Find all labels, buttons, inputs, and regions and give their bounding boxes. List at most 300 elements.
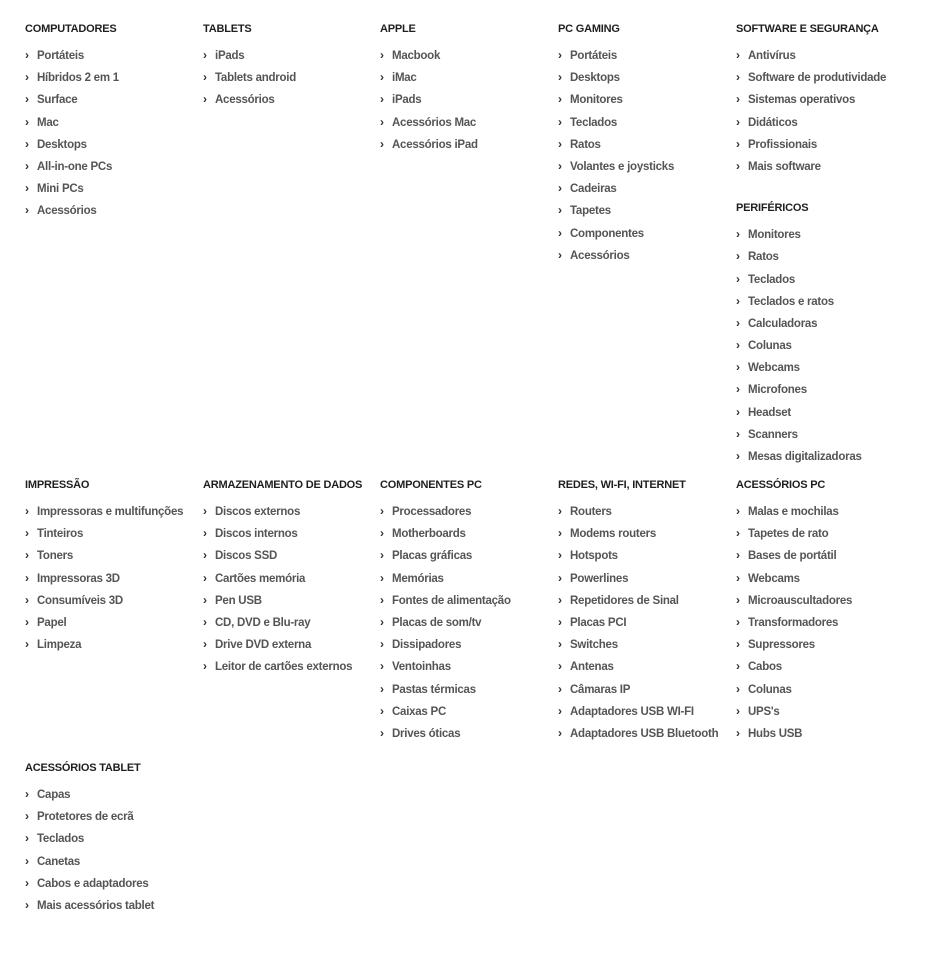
menu-section-apple: [380, 22, 558, 158]
menu-link[interactable]: [380, 503, 558, 525]
menu-link-label: Microauscultadores: [748, 594, 853, 607]
menu-link-label: Fontes de alimentação: [392, 594, 511, 607]
chevron-right-icon: ›: [558, 637, 562, 652]
menu-link[interactable]: [558, 158, 736, 180]
menu-link[interactable]: [25, 547, 203, 569]
menu-link-label: Scanners: [748, 428, 798, 441]
menu-link-label: Canetas: [37, 855, 80, 868]
menu-link[interactable]: [25, 69, 203, 91]
chevron-right-icon: ›: [736, 637, 740, 652]
chevron-right-icon: ›: [558, 181, 562, 196]
chevron-right-icon: ›: [558, 203, 562, 218]
menu-section-computadores: [25, 22, 203, 225]
chevron-right-icon: ›: [203, 92, 207, 107]
chevron-right-icon: ›: [736, 360, 740, 375]
chevron-right-icon: ›: [736, 114, 740, 129]
chevron-right-icon: ›: [736, 158, 740, 173]
menu-link[interactable]: [203, 636, 381, 658]
menu-link[interactable]: [558, 570, 736, 592]
menu-link[interactable]: [380, 525, 558, 547]
menu-link-label: Teclados: [570, 116, 617, 129]
chevron-right-icon: ›: [25, 181, 29, 196]
chevron-right-icon: ›: [558, 247, 562, 262]
section-heading[interactable]: REDES, WI-FI, INTERNET: [558, 479, 686, 491]
chevron-right-icon: ›: [558, 570, 562, 585]
menu-link[interactable]: [25, 592, 203, 614]
menu-link[interactable]: [380, 725, 558, 747]
menu-link[interactable]: [736, 525, 914, 547]
menu-link-label: Cabos e adaptadores: [37, 877, 149, 890]
section-heading[interactable]: COMPONENTES PC: [380, 479, 482, 491]
menu-link[interactable]: [380, 91, 558, 113]
menu-link-label: Pen USB: [215, 594, 262, 607]
chevron-right-icon: ›: [558, 614, 562, 629]
chevron-right-icon: ›: [736, 227, 740, 242]
menu-link-label: Impressoras 3D: [37, 572, 120, 585]
section-links: [736, 226, 914, 470]
menu-link[interactable]: [736, 592, 914, 614]
chevron-right-icon: ›: [203, 70, 207, 85]
menu-link-label: Protetores de ecrã: [37, 811, 134, 824]
menu-link-label: Monitores: [570, 94, 623, 107]
chevron-right-icon: ›: [736, 703, 740, 718]
chevron-right-icon: ›: [380, 114, 384, 129]
section-heading[interactable]: SOFTWARE E SEGURANÇA: [736, 23, 879, 35]
menu-link[interactable]: [736, 226, 914, 248]
section-heading[interactable]: APPLE: [380, 23, 416, 35]
chevron-right-icon: ›: [380, 637, 384, 652]
chevron-right-icon: ›: [25, 831, 29, 846]
menu-link[interactable]: [203, 525, 381, 547]
chevron-right-icon: ›: [25, 853, 29, 868]
chevron-right-icon: ›: [736, 548, 740, 563]
menu-link[interactable]: [25, 897, 203, 919]
menu-section-tablets: [203, 22, 381, 114]
menu-link-label: Hubs USB: [748, 727, 803, 740]
chevron-right-icon: ›: [736, 271, 740, 286]
menu-link[interactable]: [558, 658, 736, 680]
chevron-right-icon: ›: [736, 382, 740, 397]
chevron-right-icon: ›: [558, 158, 562, 173]
menu-link[interactable]: [558, 547, 736, 569]
menu-link-label: Cartões memória: [215, 572, 306, 585]
menu-link[interactable]: [736, 359, 914, 381]
menu-section-componentes-pc: [380, 478, 558, 747]
chevron-right-icon: ›: [203, 526, 207, 541]
menu-link-label: Adaptadores USB Bluetooth: [570, 727, 719, 740]
section-heading[interactable]: IMPRESSÃO: [25, 479, 90, 491]
menu-link-label: Antivírus: [748, 50, 796, 62]
chevron-right-icon: ›: [736, 293, 740, 308]
chevron-right-icon: ›: [25, 70, 29, 85]
menu-link[interactable]: [203, 91, 381, 113]
menu-section-armazenamento-de-dados: [203, 478, 381, 681]
menu-link[interactable]: [558, 91, 736, 113]
menu-link[interactable]: [558, 225, 736, 247]
chevron-right-icon: ›: [736, 449, 740, 463]
section-links: [25, 786, 203, 919]
menu-link[interactable]: [25, 47, 203, 69]
menu-link-label: Mais software: [748, 160, 821, 173]
chevron-right-icon: ›: [380, 70, 384, 85]
menu-link-label: Discos externos: [215, 506, 301, 518]
chevron-right-icon: ›: [736, 426, 740, 441]
chevron-right-icon: ›: [736, 249, 740, 264]
menu-link[interactable]: [558, 681, 736, 703]
menu-link[interactable]: [736, 703, 914, 725]
menu-link[interactable]: [25, 202, 203, 224]
section-links: [736, 503, 914, 747]
menu-link[interactable]: [380, 114, 558, 136]
menu-link[interactable]: [558, 69, 736, 91]
menu-link-label: Câmaras IP: [570, 683, 631, 696]
menu-link-label: Impressoras e multifunções: [37, 506, 184, 518]
section-heading[interactable]: ACESSÓRIOS PC: [736, 479, 826, 491]
menu-link-label: Ratos: [570, 138, 601, 151]
chevron-right-icon: ›: [558, 703, 562, 718]
menu-link[interactable]: [380, 681, 558, 703]
section-heading[interactable]: ARMAZENAMENTO DE DADOS: [203, 479, 363, 491]
menu-link[interactable]: [380, 636, 558, 658]
menu-link-label: Repetidores de Sinal: [570, 594, 679, 607]
menu-link-label: Acessórios Mac: [392, 116, 477, 129]
menu-link[interactable]: [558, 136, 736, 158]
chevron-right-icon: ›: [380, 136, 384, 151]
menu-link[interactable]: [736, 614, 914, 636]
menu-link-label: UPS's: [748, 705, 780, 718]
chevron-right-icon: ›: [203, 48, 207, 62]
menu-link[interactable]: [558, 503, 736, 525]
chevron-right-icon: ›: [25, 48, 29, 62]
menu-link[interactable]: [203, 592, 381, 614]
menu-link-label: Bases de portátil: [748, 550, 837, 563]
chevron-right-icon: ›: [558, 659, 562, 674]
menu-link[interactable]: [736, 547, 914, 569]
chevron-right-icon: ›: [558, 526, 562, 541]
chevron-right-icon: ›: [558, 70, 562, 85]
chevron-right-icon: ›: [380, 48, 384, 62]
chevron-right-icon: ›: [203, 548, 207, 563]
menu-link-label: Discos internos: [215, 528, 298, 541]
menu-link-label: Powerlines: [570, 572, 629, 585]
menu-link[interactable]: [380, 703, 558, 725]
chevron-right-icon: ›: [558, 725, 562, 740]
menu-column: [380, 22, 558, 158]
chevron-right-icon: ›: [558, 92, 562, 107]
section-links: [736, 47, 914, 180]
menu-link-label: Monitores: [748, 229, 801, 242]
chevron-right-icon: ›: [380, 570, 384, 585]
chevron-right-icon: ›: [736, 92, 740, 107]
menu-link-label: Cabos: [748, 661, 782, 674]
chevron-right-icon: ›: [380, 725, 384, 740]
chevron-right-icon: ›: [736, 725, 740, 740]
menu-link[interactable]: [203, 69, 381, 91]
menu-link[interactable]: [736, 315, 914, 337]
menu-link[interactable]: [736, 426, 914, 448]
menu-link-label: Toners: [37, 550, 73, 563]
menu-link-label: Ratos: [748, 251, 779, 264]
section-links: [25, 47, 203, 225]
menu-link-label: Memórias: [392, 572, 444, 585]
menu-link-label: Colunas: [748, 683, 792, 696]
menu-link-label: Teclados: [37, 833, 84, 846]
menu-link-label: Malas e mochilas: [748, 506, 839, 518]
menu-section-acessorios-tablet: [25, 761, 203, 919]
menu-link[interactable]: [736, 337, 914, 359]
chevron-right-icon: ›: [558, 504, 562, 518]
menu-link-label: CD, DVD e Blu-ray: [215, 616, 311, 629]
menu-link-label: Mais acessórios tablet: [37, 899, 155, 912]
menu-link-label: Drives óticas: [392, 727, 461, 740]
menu-link[interactable]: [203, 47, 381, 69]
menu-link-label: Routers: [570, 506, 612, 518]
menu-link[interactable]: [25, 136, 203, 158]
menu-link-label: Discos SSD: [215, 550, 278, 563]
chevron-right-icon: ›: [736, 592, 740, 607]
chevron-right-icon: ›: [558, 136, 562, 151]
menu-link[interactable]: [736, 725, 914, 747]
menu-link[interactable]: [736, 69, 914, 91]
menu-link-label: Macbook: [392, 50, 441, 62]
menu-link[interactable]: [25, 875, 203, 897]
chevron-right-icon: ›: [203, 592, 207, 607]
chevron-right-icon: ›: [25, 548, 29, 563]
chevron-right-icon: ›: [736, 48, 740, 62]
section-links: [558, 47, 736, 269]
menu-link[interactable]: [25, 158, 203, 180]
menu-link[interactable]: [736, 681, 914, 703]
chevron-right-icon: ›: [736, 136, 740, 151]
menu-link[interactable]: [736, 658, 914, 680]
chevron-right-icon: ›: [736, 681, 740, 696]
menu-link-label: Pastas térmicas: [392, 683, 476, 696]
menu-link-label: Tablets android: [215, 72, 297, 85]
menu-link-label: Cadeiras: [570, 183, 617, 196]
menu-link[interactable]: [558, 703, 736, 725]
menu-column: [558, 22, 736, 269]
menu-link[interactable]: [25, 180, 203, 202]
menu-link-label: Hotspots: [570, 550, 618, 563]
menu-column: [203, 22, 381, 114]
menu-link[interactable]: [380, 547, 558, 569]
menu-link[interactable]: [203, 658, 381, 680]
chevron-right-icon: ›: [25, 614, 29, 629]
menu-link[interactable]: [25, 830, 203, 852]
menu-link[interactable]: [736, 47, 914, 69]
section-heading[interactable]: COMPUTADORES: [25, 23, 117, 35]
menu-section-perifericos: [736, 201, 914, 470]
chevron-right-icon: ›: [558, 114, 562, 129]
section-links: [380, 47, 558, 158]
chevron-right-icon: ›: [380, 526, 384, 541]
chevron-right-icon: ›: [558, 592, 562, 607]
menu-link-label: Sistemas operativos: [748, 94, 856, 107]
menu-link[interactable]: [25, 503, 203, 525]
menu-link-label: Acessórios: [37, 205, 97, 218]
menu-link-label: Ventoinhas: [392, 661, 451, 674]
chevron-right-icon: ›: [25, 897, 29, 912]
menu-link[interactable]: [203, 614, 381, 636]
menu-link[interactable]: [380, 136, 558, 158]
chevron-right-icon: ›: [736, 404, 740, 419]
menu-column: [736, 478, 914, 747]
menu-link[interactable]: [558, 114, 736, 136]
menu-link[interactable]: [380, 69, 558, 91]
menu-link-label: Colunas: [748, 340, 792, 353]
menu-link-label: Supressores: [748, 639, 815, 652]
chevron-right-icon: ›: [736, 315, 740, 330]
menu-link[interactable]: [558, 592, 736, 614]
chevron-right-icon: ›: [25, 787, 29, 801]
chevron-right-icon: ›: [203, 614, 207, 629]
chevron-right-icon: ›: [380, 92, 384, 107]
section-heading[interactable]: TABLETS: [203, 23, 252, 35]
menu-link-label: Processadores: [392, 506, 472, 518]
menu-link[interactable]: [736, 114, 914, 136]
menu-link[interactable]: [203, 547, 381, 569]
chevron-right-icon: ›: [736, 659, 740, 674]
menu-column: [25, 478, 203, 658]
chevron-right-icon: ›: [736, 338, 740, 353]
chevron-right-icon: ›: [558, 548, 562, 563]
menu-link-label: All-in-one PCs: [37, 160, 113, 173]
menu-link[interactable]: [25, 853, 203, 875]
chevron-right-icon: ›: [25, 526, 29, 541]
chevron-right-icon: ›: [25, 592, 29, 607]
menu-link[interactable]: [736, 448, 914, 470]
menu-link-label: Acessórios: [570, 249, 630, 262]
menu-link-label: Caixas PC: [392, 705, 447, 718]
chevron-right-icon: ›: [380, 703, 384, 718]
menu-link[interactable]: [736, 503, 914, 525]
menu-link-label: Tapetes: [570, 205, 611, 218]
menu-column: [558, 478, 736, 747]
chevron-right-icon: ›: [203, 659, 207, 674]
menu-link[interactable]: [25, 614, 203, 636]
menu-link-label: Tapetes de rato: [748, 528, 829, 541]
section-heading[interactable]: ACESSÓRIOS TABLET: [25, 762, 141, 774]
menu-link[interactable]: [380, 47, 558, 69]
menu-link-label: iMac: [392, 72, 417, 85]
menu-link[interactable]: [25, 570, 203, 592]
menu-link-label: Motherboards: [392, 528, 466, 541]
menu-link-label: Volantes e joysticks: [570, 160, 675, 173]
menu-link[interactable]: [380, 592, 558, 614]
menu-link[interactable]: [736, 381, 914, 403]
menu-link-label: Headset: [748, 406, 791, 419]
section-links: [25, 503, 203, 658]
menu-link[interactable]: [736, 404, 914, 426]
menu-link[interactable]: [736, 570, 914, 592]
menu-link[interactable]: [736, 91, 914, 113]
menu-link[interactable]: [25, 636, 203, 658]
chevron-right-icon: ›: [25, 203, 29, 218]
menu-link-label: Mesas digitalizadoras: [748, 451, 862, 463]
menu-link-label: Webcams: [748, 572, 800, 585]
menu-link-label: Portáteis: [570, 50, 617, 62]
menu-link[interactable]: [380, 614, 558, 636]
menu-link-label: Webcams: [748, 362, 800, 375]
section-links: [558, 503, 736, 747]
menu-column: [25, 22, 203, 225]
chevron-right-icon: ›: [25, 158, 29, 173]
menu-link[interactable]: [558, 202, 736, 224]
menu-section-pc-gaming: [558, 22, 736, 269]
section-links: [380, 503, 558, 747]
menu-link[interactable]: [380, 570, 558, 592]
menu-link[interactable]: [736, 248, 914, 270]
menu-link-label: Placas de som/tv: [392, 616, 482, 629]
menu-column: [736, 22, 914, 470]
menu-link-label: Leitor de cartões externos: [215, 661, 353, 674]
menu-link-label: Portáteis: [37, 50, 84, 62]
menu-column: [25, 761, 203, 919]
menu-link-label: Surface: [37, 94, 78, 107]
chevron-right-icon: ›: [25, 809, 29, 824]
menu-link[interactable]: [558, 725, 736, 747]
menu-link-label: Acessórios iPad: [392, 138, 478, 151]
chevron-right-icon: ›: [25, 504, 29, 518]
chevron-right-icon: ›: [380, 504, 384, 518]
menu-link[interactable]: [736, 293, 914, 315]
menu-link[interactable]: [558, 525, 736, 547]
menu-link[interactable]: [736, 636, 914, 658]
menu-link[interactable]: [25, 786, 203, 808]
menu-link[interactable]: [203, 503, 381, 525]
menu-link-label: Antenas: [570, 661, 614, 674]
menu-link[interactable]: [558, 47, 736, 69]
menu-column: [380, 478, 558, 747]
menu-link[interactable]: [558, 614, 736, 636]
menu-link[interactable]: [736, 271, 914, 293]
menu-link-label: Profissionais: [748, 138, 817, 151]
chevron-right-icon: ›: [25, 875, 29, 890]
menu-link-label: iPads: [215, 50, 245, 62]
menu-link[interactable]: [25, 114, 203, 136]
menu-link-label: Mini PCs: [37, 183, 84, 196]
menu-link-label: Calculadoras: [748, 317, 818, 330]
menu-link-label: Teclados: [748, 273, 795, 286]
menu-link[interactable]: [25, 91, 203, 113]
menu-link[interactable]: [25, 808, 203, 830]
chevron-right-icon: ›: [380, 681, 384, 696]
menu-link-label: Acessórios: [215, 94, 275, 107]
menu-link[interactable]: [558, 636, 736, 658]
menu-link-label: Componentes: [570, 227, 644, 240]
menu-link[interactable]: [558, 247, 736, 269]
menu-link[interactable]: [380, 658, 558, 680]
menu-link-label: Switches: [570, 639, 618, 652]
chevron-right-icon: ›: [380, 592, 384, 607]
chevron-right-icon: ›: [25, 92, 29, 107]
menu-column: [203, 478, 381, 681]
menu-link[interactable]: [736, 136, 914, 158]
section-heading[interactable]: PERIFÉRICOS: [736, 202, 809, 215]
menu-link[interactable]: [736, 158, 914, 180]
menu-section-acessorios-pc: [736, 478, 914, 747]
menu-link-label: Placas PCI: [570, 616, 627, 629]
menu-section-impressao: [25, 478, 203, 658]
menu-link-label: Microfones: [748, 384, 807, 397]
menu-link[interactable]: [203, 570, 381, 592]
menu-link[interactable]: [558, 180, 736, 202]
chevron-right-icon: ›: [203, 570, 207, 585]
section-heading[interactable]: PC GAMING: [558, 23, 620, 35]
chevron-right-icon: ›: [203, 637, 207, 652]
menu-link[interactable]: [25, 525, 203, 547]
chevron-right-icon: ›: [736, 526, 740, 541]
